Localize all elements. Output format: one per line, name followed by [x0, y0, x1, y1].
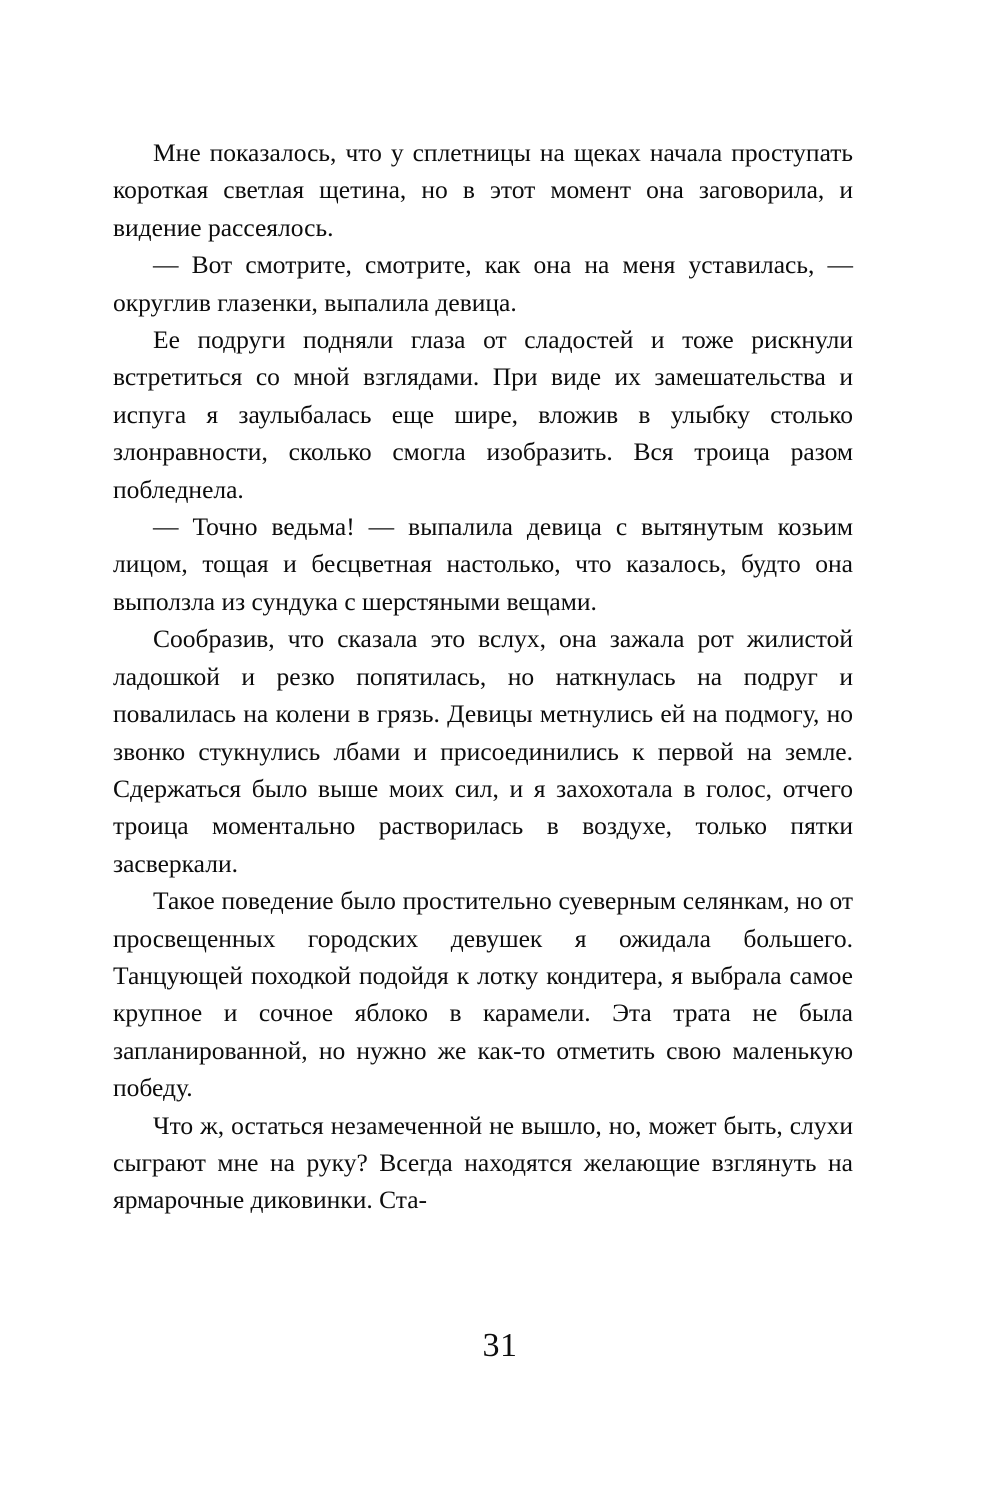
- paragraph: Что ж, остаться незамеченной не вышло, но, может быть, слухи сыграют мне на руку? Всегда находятся желающие взглянуть на ярмарочные диковинки. Ста-: [113, 1110, 853, 1215]
- page-number: 31: [482, 1327, 518, 1364]
- paragraph: Ее подруги подняли глаза от сладостей и тоже рискнули встретиться со мной взглядами. При виде их замешательства и испуга я заулыбалась еще шире, вложив в улыбку столько злонравности, сколько смогла изобразить. Вся троица разом побледнела.: [113, 325, 853, 504]
- paragraph: Такое поведение было простительно суеверным селянкам, но от просвещенных городских девушек я ожидала большего. Танцующей походкой подойдя к лотку кондитера, я выбрала самое крупное и сочное яблоко в карамели. Эта трата не была запланированной, но нужно же как-то отметить свою маленькую победу.: [113, 886, 853, 1103]
- paragraph: Сообразив, что сказала это вслух, она зажала рот жилистой ладошкой и резко попятилась, но наткнулась на подруг и повалилась на колени в грязь. Девицы метнулись ей на подмогу, но звонко стукнулись лбами и присоединились к первой на земле. Сдержаться было выше моих сил, и я захохотала в голос, отчего троица моментально растворилась в воздухе, только пятки засверкали.: [113, 624, 853, 878]
- paragraph: Мне показалось, что у сплетницы на щеках начала проступать короткая светлая щетина, но в этот момент она заговорила, и видение рассеялось.: [113, 138, 853, 242]
- paragraph: — Вот смотрите, смотрите, как она на меня уставилась, — округлив глазенки, выпалила девица.: [113, 250, 853, 317]
- paragraph: — Точно ведьма! — выпалила девица с вытянутым козьим лицом, тощая и бесцветная настолько, что казалось, будто она выползла из сундука с шерстяными вещами.: [113, 512, 853, 616]
- page-body-text: [113, 134, 853, 1219]
